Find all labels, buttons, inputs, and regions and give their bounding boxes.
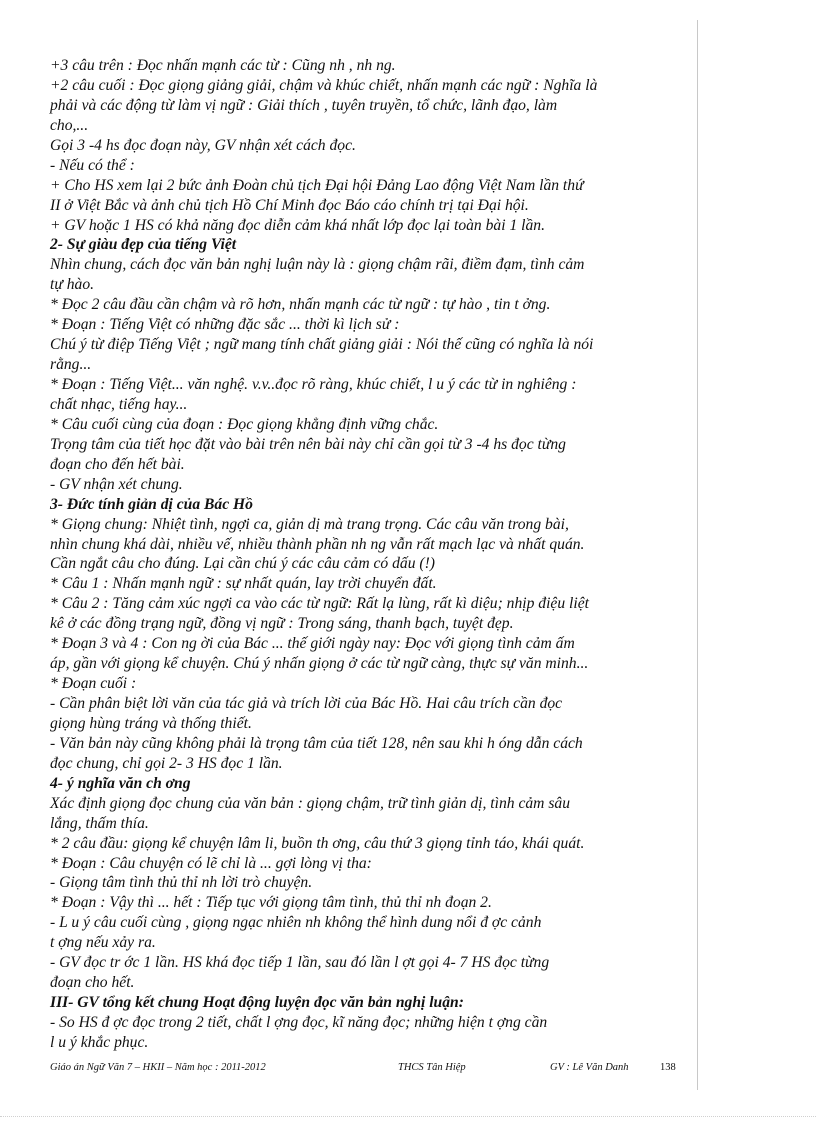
text-line: - L u ý câu cuối cùng , giọng ngạc nhiên nh không thể hình dung nổi đ ợc cảnh (50, 914, 542, 932)
text-line: tự hào. (50, 276, 95, 294)
text-line: đọc chung, chỉ gọi 2- 3 HS đọc 1 lần. (50, 754, 283, 772)
text-line: II ở Việt Bắc và ảnh chủ tịch Hồ Chí Minh đọc Báo cáo chính trị tại Đại hội. (50, 196, 529, 214)
text-line: - Giọng tâm tình thủ thỉ nh lời trò chuyện. (50, 874, 313, 892)
text-line: rằng... (50, 356, 92, 374)
right-margin-rule (697, 20, 698, 1090)
page-footer (50, 1061, 690, 1077)
text-line: nhìn chung khá dài, nhiều vế, nhiều thành phần nh ng vẫn rất mạch lạc và nhất quán. (50, 535, 585, 553)
text-line: giọng hùng tráng và thống thiết. (50, 714, 252, 732)
footer-teacher-name: GV : Lê Văn Danh (550, 1062, 629, 1073)
section-heading: 4- ý nghĩa văn ch ơng (50, 774, 191, 792)
text-line: Chú ý từ điệp Tiếng Việt ; ngữ mang tính chất giảng giải : Nói thế cũng có nghĩa là nói (50, 336, 594, 354)
text-line: Trọng tâm của tiết học đặt vào bài trên nên bài này chỉ cần gọi từ 3 -4 hs đọc từng (50, 435, 566, 453)
text-line: * Đoạn 3 và 4 : Con ng ời của Bác ... thế giới ngày nay: Đọc với giọng tình cảm ấm (50, 635, 575, 653)
page-bottom-rule (0, 1116, 816, 1117)
document-body (50, 56, 690, 1053)
text-line: * Đoạn : Vậy thì ... hết : Tiếp tục với giọng tâm tình, thủ thỉ nh đoạn 2. (50, 894, 492, 912)
footer-school-name: THCS Tân Hiệp (398, 1062, 466, 1073)
text-line: - So HS đ ợc đọc trong 2 tiết, chất l ợng đọc, kĩ năng đọc; những hiện t ợng cần (50, 1014, 548, 1031)
text-line: - GV đọc tr ớc 1 lần. HS khá đọc tiếp 1 lần, sau đó lần l ợt gọi 4- 7 HS đọc từng (50, 954, 550, 972)
text-line: Gọi 3 -4 hs đọc đoạn này, GV nhận xét cách đọc. (50, 136, 356, 154)
text-line: * Đoạn : Tiếng Việt... văn nghệ. v.v..đọc rõ ràng, khúc chiết, l u ý các từ in nghiêng : (50, 376, 577, 393)
text-line: * Đoạn : Câu chuyện có lẽ chỉ là ... gợi lòng vị tha: (50, 854, 372, 872)
text-line: Nhìn chung, cách đọc văn bản nghị luận này là : giọng chậm rãi, điềm đạm, tình cảm (50, 256, 585, 274)
text-line: - Văn bản này cũng không phải là trọng tâm của tiết 128, nên sau khi h óng dẫn cách (50, 734, 583, 752)
text-line: chất nhạc, tiếng hay... (50, 395, 188, 413)
text-line: * Câu cuối cùng của đoạn : Đọc giọng khẳng định vững chắc. (50, 415, 439, 433)
text-line: +2 câu cuối : Đọc giọng giảng giải, chậm và khúc chiết, nhấn mạnh các ngữ : Nghĩa là (50, 76, 598, 94)
text-line: * Đoạn cuối : (50, 675, 137, 693)
section-heading: 2- Sự giàu đẹp của tiếng Việt (50, 236, 237, 254)
section-heading: 3- Đức tính giản dị của Bác Hồ (50, 495, 253, 513)
text-line: * 2 câu đầu: giọng kể chuyện lâm li, buồn th ơng, câu thứ 3 giọng tỉnh táo, khái quát. (50, 834, 585, 852)
section-heading: III- GV tổng kết chung Hoạt động luyện đọc văn bản nghị luận: (50, 994, 464, 1012)
page-number: 138 (660, 1062, 676, 1073)
text-line: + Cho HS xem lại 2 bức ảnh Đoàn chủ tịch Đại hội Đảng Lao động Việt Nam lần thứ (50, 176, 584, 194)
text-line: Cần ngắt câu cho đúng. Lại cần chú ý các câu cảm có dấu (!) (50, 555, 435, 573)
text-line: * Giọng chung: Nhiệt tình, ngợi ca, giản dị mà trang trọng. Các câu văn trong bài, (50, 515, 569, 533)
text-line: - Cần phân biệt lời văn của tác giả và trích lời của Bác Hồ. Hai câu trích cần đọc (50, 695, 563, 712)
text-line: đoạn cho hết. (50, 974, 135, 992)
text-line: phải và các động từ làm vị ngữ : Giải thích , tuyên truyền, tổ chức, lãnh đạo, làm (50, 96, 558, 114)
text-line: đoạn cho đến hết bài. (50, 455, 185, 473)
text-line: +3 câu trên : Đọc nhấn mạnh các từ : Cũng nh , nh ng. (50, 57, 396, 74)
text-line: * Đọc 2 câu đầu cần chậm và rõ hơn, nhấn mạnh các từ ngữ : tự hào , tin t ởng. (50, 296, 551, 314)
text-line: * Câu 2 : Tăng cảm xúc ngợi ca vào các từ ngữ: Rất lạ lùng, rất kì diệu; nhịp điệu liệt (50, 595, 589, 613)
text-line: - Nếu có thể : (50, 156, 135, 174)
text-line: Xác định giọng đọc chung của văn bản : giọng chậm, trữ tình giản dị, tình cảm sâu (50, 794, 571, 812)
text-line: cho,... (50, 116, 89, 134)
text-line: áp, gần với giọng kể chuyện. Chú ý nhấn giọng ở các từ ngữ càng, thực sự văn minh... (50, 655, 589, 673)
footer-course-info: Giáo án Ngữ Văn 7 – HKII – Năm học : 2011-2012 (50, 1062, 266, 1073)
text-line: l u ý khắc phục. (50, 1033, 149, 1051)
text-line: lắng, thấm thía. (50, 814, 149, 832)
text-line: - GV nhận xét chung. (50, 475, 183, 493)
text-line: + GV hoặc 1 HS có khả năng đọc diễn cảm khá nhất lớp đọc lại toàn bài 1 lần. (50, 216, 545, 234)
text-line: * Câu 1 : Nhấn mạnh ngữ : sự nhất quán, lay trời chuyển đất. (50, 575, 437, 593)
text-line: kê ở các đồng trạng ngữ, đồng vị ngữ : Trong sáng, thanh bạch, tuyệt đẹp. (50, 615, 514, 633)
text-line: t ợng nếu xảy ra. (50, 934, 156, 952)
text-line: * Đoạn : Tiếng Việt có những đặc sắc ... thời kì lịch sử : (50, 316, 400, 334)
